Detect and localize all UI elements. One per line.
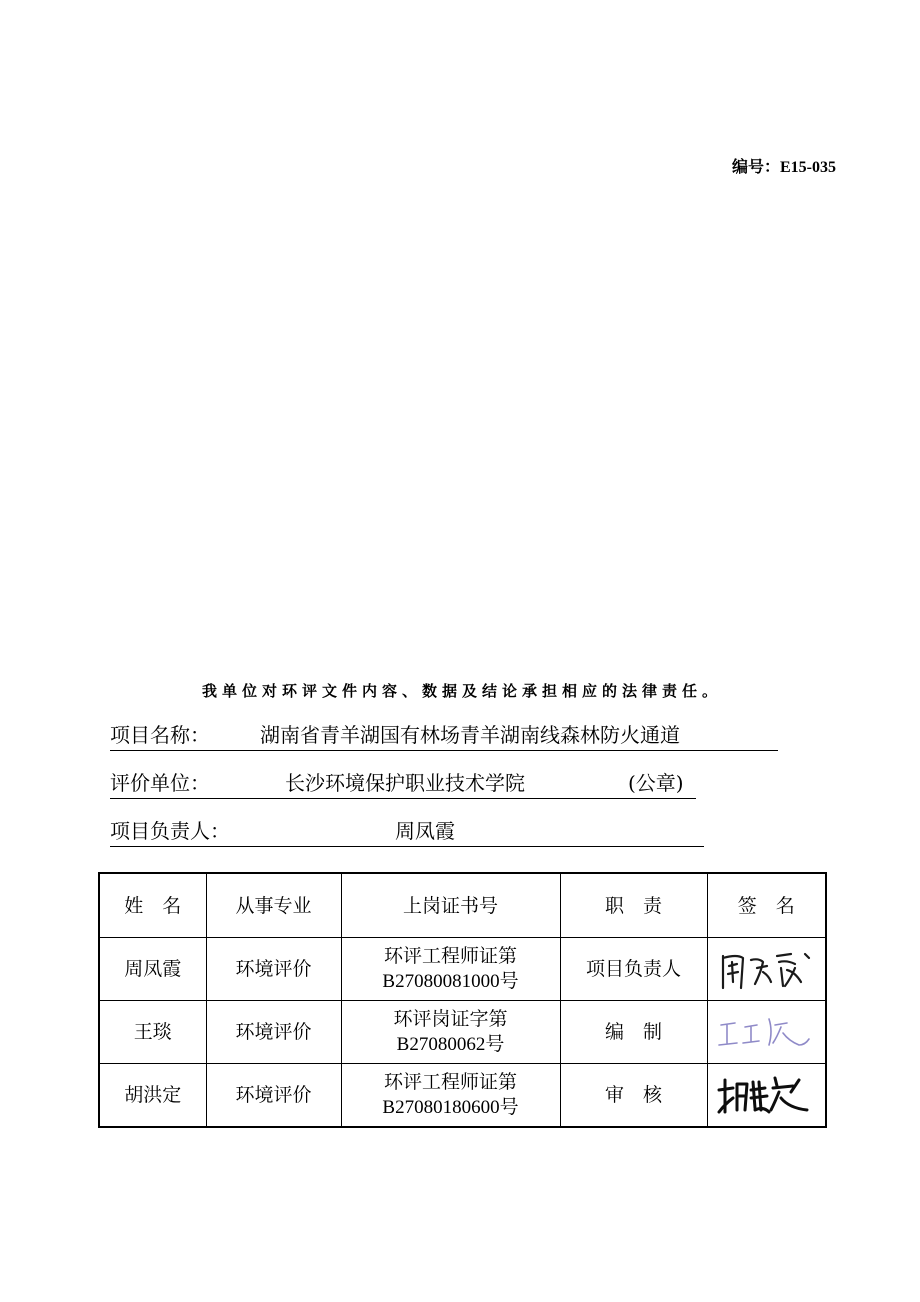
header-role: 职 责 bbox=[560, 873, 707, 938]
staff-specialty: 环境评价 bbox=[206, 1064, 341, 1128]
staff-specialty: 环境评价 bbox=[206, 1001, 341, 1064]
handwritten-signature-icon bbox=[711, 942, 821, 996]
staff-specialty: 环境评价 bbox=[206, 938, 341, 1001]
staff-signature bbox=[707, 1001, 826, 1064]
project-leader-value: 周凤霞 bbox=[395, 819, 455, 843]
evaluation-unit-label: 评价单位： bbox=[110, 771, 210, 795]
staff-signature bbox=[707, 1064, 826, 1128]
certificate-number: B27080081000号 bbox=[382, 971, 519, 992]
certificate-type: 环评岗证字第 bbox=[393, 1008, 508, 1030]
staff-role: 审 核 bbox=[560, 1064, 707, 1128]
staff-certificate bbox=[341, 938, 560, 1001]
staff-role: 项目负责人 bbox=[560, 938, 707, 1001]
evaluation-unit-value: 长沙环境保护职业技术学院 bbox=[285, 771, 525, 795]
project-leader-line bbox=[110, 816, 704, 847]
certificate-number: B27080062号 bbox=[396, 1034, 505, 1055]
header-signature: 签 名 bbox=[707, 873, 826, 938]
table-row bbox=[99, 1001, 826, 1064]
certificate-number: B27080180600号 bbox=[382, 1097, 519, 1118]
seal-note: (公章) bbox=[628, 771, 684, 795]
header-certificate: 上岗证书号 bbox=[341, 873, 560, 938]
header-specialty: 从事专业 bbox=[206, 873, 341, 938]
staff-name: 胡洪定 bbox=[99, 1064, 206, 1128]
staff-name: 周凤霞 bbox=[99, 938, 206, 1001]
project-name-value: 湖南省青羊湖国有林场青羊湖南线森林防火通道 bbox=[260, 723, 680, 747]
staff-table bbox=[98, 872, 827, 1128]
staff-name: 王琰 bbox=[99, 1001, 206, 1064]
certificate-type: 环评工程师证第 bbox=[383, 945, 517, 967]
table-row bbox=[99, 938, 826, 1001]
table-header-row bbox=[99, 873, 826, 938]
evaluation-unit-line bbox=[110, 768, 696, 799]
certificate-type: 环评工程师证第 bbox=[383, 1071, 517, 1093]
project-name-label: 项目名称： bbox=[110, 723, 210, 747]
staff-certificate bbox=[341, 1064, 560, 1128]
project-leader-label: 项目负责人： bbox=[110, 819, 230, 843]
project-name-line bbox=[110, 720, 778, 751]
staff-certificate bbox=[341, 1001, 560, 1064]
header-name: 姓 名 bbox=[99, 873, 206, 938]
handwritten-signature-icon bbox=[711, 1068, 821, 1122]
table-row bbox=[99, 1064, 826, 1128]
document-number: 编号：E15-035 bbox=[731, 159, 836, 176]
staff-signature bbox=[707, 938, 826, 1001]
legal-statement: 我单位对环评文件内容、数据及结论承担相应的法律责任。 bbox=[201, 682, 722, 700]
staff-role: 编 制 bbox=[560, 1001, 707, 1064]
handwritten-signature-icon bbox=[711, 1005, 821, 1059]
